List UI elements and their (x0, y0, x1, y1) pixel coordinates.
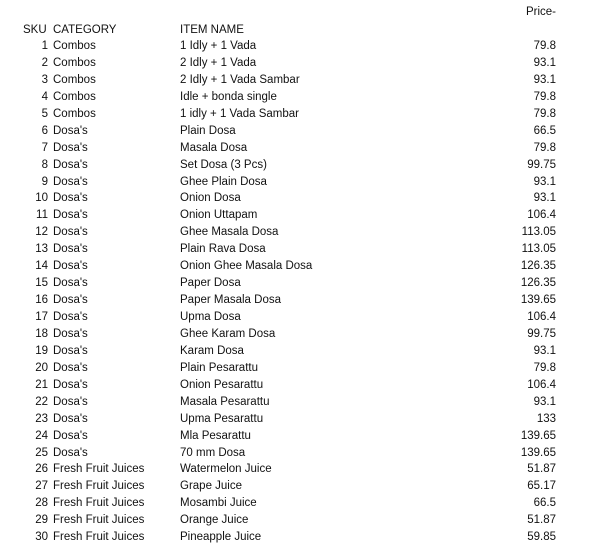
category-cell: Dosa's (53, 395, 88, 408)
category-cell: Dosa's (53, 378, 88, 391)
table-row (0, 106, 600, 123)
table-row (0, 38, 600, 55)
category-cell: Dosa's (53, 294, 88, 307)
sku-cell: 16 (35, 294, 48, 307)
header-sku: SKU (23, 24, 47, 36)
item-name-cell: Orange Juice (180, 514, 249, 527)
price-cell: 51.87 (527, 463, 556, 476)
item-name-cell: 70 mm Dosa (180, 446, 246, 459)
category-cell: Dosa's (53, 327, 88, 340)
category-cell: Dosa's (53, 124, 88, 137)
sku-cell: 27 (35, 480, 48, 493)
price-cell: 93.1 (533, 175, 556, 188)
sku-cell: 20 (35, 361, 48, 374)
sku-cell: 29 (35, 514, 48, 527)
category-cell: Dosa's (53, 226, 88, 239)
price-cell: 66.5 (533, 124, 556, 137)
price-cell: 106.4 (527, 378, 556, 391)
sku-cell: 1 (41, 40, 48, 52)
sku-cell: 24 (35, 429, 48, 442)
item-name-cell: Onion Pesarattu (180, 378, 264, 391)
item-name-cell: Paper Masala Dosa (180, 294, 281, 307)
sku-cell: 17 (35, 311, 48, 323)
category-cell: Fresh Fruit Juices (53, 480, 145, 493)
category-cell: Dosa's (53, 429, 88, 442)
table-row (0, 292, 600, 309)
item-name-cell: 2 Idly + 1 Vada Sambar (180, 73, 300, 86)
price-cell: 106.4 (527, 311, 556, 323)
item-name-cell: Upma Dosa (180, 311, 241, 323)
price-cell: 93.1 (533, 395, 556, 408)
item-name-cell: Watermelon Juice (180, 463, 272, 476)
table-row (0, 275, 600, 292)
category-cell: Dosa's (53, 412, 88, 425)
category-cell: Combos (53, 40, 96, 52)
item-name-cell: Ghee Karam Dosa (180, 327, 276, 340)
item-name-cell: Ghee Plain Dosa (180, 175, 267, 188)
header-price: Price- (525, 6, 556, 18)
sku-cell: 26 (35, 463, 48, 476)
category-cell: Dosa's (53, 175, 88, 188)
price-cell: 65.17 (527, 480, 556, 493)
item-name-cell: Plain Pesarattu (180, 361, 258, 374)
price-cell: 106.4 (527, 209, 556, 222)
table-row (0, 224, 600, 241)
table-row (0, 343, 600, 360)
price-cell: 126.35 (520, 260, 556, 273)
sku-cell: 8 (41, 158, 48, 171)
item-name-cell: Upma Pesarattu (180, 412, 264, 425)
category-cell: Dosa's (53, 277, 88, 290)
sku-cell: 11 (36, 209, 48, 222)
table-row (0, 326, 600, 343)
category-cell: Combos (53, 73, 96, 86)
sku-cell: 22 (35, 395, 48, 408)
table-row (0, 72, 600, 89)
category-cell: Fresh Fruit Juices (53, 463, 145, 476)
item-rows (0, 38, 600, 546)
table-row (0, 140, 600, 157)
price-cell: 79.8 (533, 107, 556, 120)
item-name-cell: Onion Uttapam (180, 209, 258, 222)
sku-cell: 2 (41, 56, 48, 69)
price-cell: 79.8 (533, 361, 556, 374)
sku-cell: 4 (41, 90, 48, 103)
item-name-cell: Grape Juice (180, 480, 243, 493)
item-name-cell: Karam Dosa (180, 344, 244, 357)
item-name-cell: Mla Pesarattu (180, 429, 251, 442)
category-cell: Dosa's (53, 260, 88, 273)
table-row (0, 512, 600, 529)
price-cell: 99.75 (527, 327, 556, 340)
table-row (0, 428, 600, 445)
table-row (0, 55, 600, 72)
sku-cell: 30 (35, 531, 48, 544)
category-cell: Dosa's (53, 344, 88, 357)
sku-cell: 21 (35, 378, 48, 391)
price-cell: 93.1 (533, 56, 556, 69)
item-name-cell: Onion Dosa (180, 192, 241, 205)
price-cell: 79.8 (533, 40, 556, 52)
sku-cell: 10 (35, 192, 48, 205)
sku-cell: 12 (35, 226, 48, 239)
price-cell: 139.65 (520, 429, 556, 442)
price-cell: 93.1 (533, 73, 556, 86)
sku-cell: 15 (35, 277, 48, 290)
category-cell: Dosa's (53, 141, 88, 154)
sku-cell: 13 (35, 243, 48, 256)
category-cell: Fresh Fruit Juices (53, 531, 145, 544)
item-name-cell: Mosambi Juice (180, 497, 257, 510)
sku-cell: 25 (35, 446, 48, 459)
sku-cell: 23 (35, 412, 48, 425)
price-cell: 139.65 (520, 446, 556, 459)
sku-cell: 9 (41, 175, 48, 188)
price-cell: 59.85 (527, 531, 556, 544)
price-cell: 133 (536, 412, 556, 425)
item-name-cell: 1 Idly + 1 Vada (180, 40, 257, 52)
item-name-cell: Masala Dosa (180, 141, 248, 154)
category-cell: Dosa's (53, 311, 88, 323)
category-cell: Combos (53, 107, 96, 120)
item-name-cell: 2 Idly + 1 Vada (180, 56, 257, 69)
table-row (0, 89, 600, 106)
category-cell: Combos (53, 56, 96, 69)
item-name-cell: 1 idly + 1 Vada Sambar (180, 107, 300, 120)
price-cell: 51.87 (527, 514, 556, 527)
item-name-cell: Onion Ghee Masala Dosa (180, 260, 313, 273)
table-row (0, 309, 600, 326)
sku-cell: 18 (35, 327, 48, 340)
price-cell: 93.1 (533, 192, 556, 205)
category-cell: Dosa's (53, 446, 88, 459)
table-row (0, 411, 600, 428)
table-row (0, 495, 600, 512)
table-row (0, 207, 600, 224)
price-cell: 79.8 (533, 90, 556, 103)
sku-cell: 19 (35, 344, 48, 357)
item-name-cell: Plain Dosa (180, 124, 236, 137)
category-cell: Fresh Fruit Juices (53, 514, 145, 527)
item-name-cell: Plain Rava Dosa (180, 243, 266, 256)
sku-cell: 3 (41, 73, 48, 86)
table-row (0, 174, 600, 191)
item-name-cell: Set Dosa (3 Pcs) (180, 158, 267, 171)
price-cell: 139.65 (520, 294, 556, 307)
table-row (0, 529, 600, 546)
item-name-cell: Masala Pesarattu (180, 395, 270, 408)
table-row (0, 394, 600, 411)
category-cell: Dosa's (53, 158, 88, 171)
price-cell: 79.8 (533, 141, 556, 154)
table-row (0, 478, 600, 495)
header-category: CATEGORY (53, 24, 117, 36)
table-row (0, 123, 600, 140)
price-cell: 99.75 (527, 158, 556, 171)
category-cell: Dosa's (53, 209, 88, 222)
sku-cell: 14 (35, 260, 48, 273)
sku-cell: 5 (41, 107, 48, 120)
price-cell: 113.05 (521, 243, 556, 256)
price-cell: 126.35 (520, 277, 556, 290)
category-cell: Fresh Fruit Juices (53, 497, 145, 510)
sku-cell: 6 (41, 124, 48, 137)
category-cell: Dosa's (53, 361, 88, 374)
category-cell: Dosa's (53, 192, 88, 205)
table-row (0, 241, 600, 258)
category-cell: Dosa's (53, 243, 88, 256)
table-row (0, 360, 600, 377)
header-item-name: ITEM NAME (180, 24, 244, 36)
price-cell: 66.5 (533, 497, 556, 510)
sku-cell: 28 (35, 497, 48, 510)
table-row (0, 190, 600, 207)
price-cell: 93.1 (533, 344, 556, 357)
table-row (0, 258, 600, 275)
table-row (0, 377, 600, 394)
item-name-cell: Pineapple Juice (180, 531, 262, 544)
price-cell: 113.05 (521, 226, 556, 239)
item-name-cell: Idle + bonda single (180, 90, 277, 103)
item-name-cell: Ghee Masala Dosa (180, 226, 279, 239)
table-row (0, 445, 600, 462)
sku-cell: 7 (41, 141, 48, 154)
table-row (0, 461, 600, 478)
table-row (0, 157, 600, 174)
category-cell: Combos (53, 90, 96, 103)
item-name-cell: Paper Dosa (180, 277, 241, 290)
